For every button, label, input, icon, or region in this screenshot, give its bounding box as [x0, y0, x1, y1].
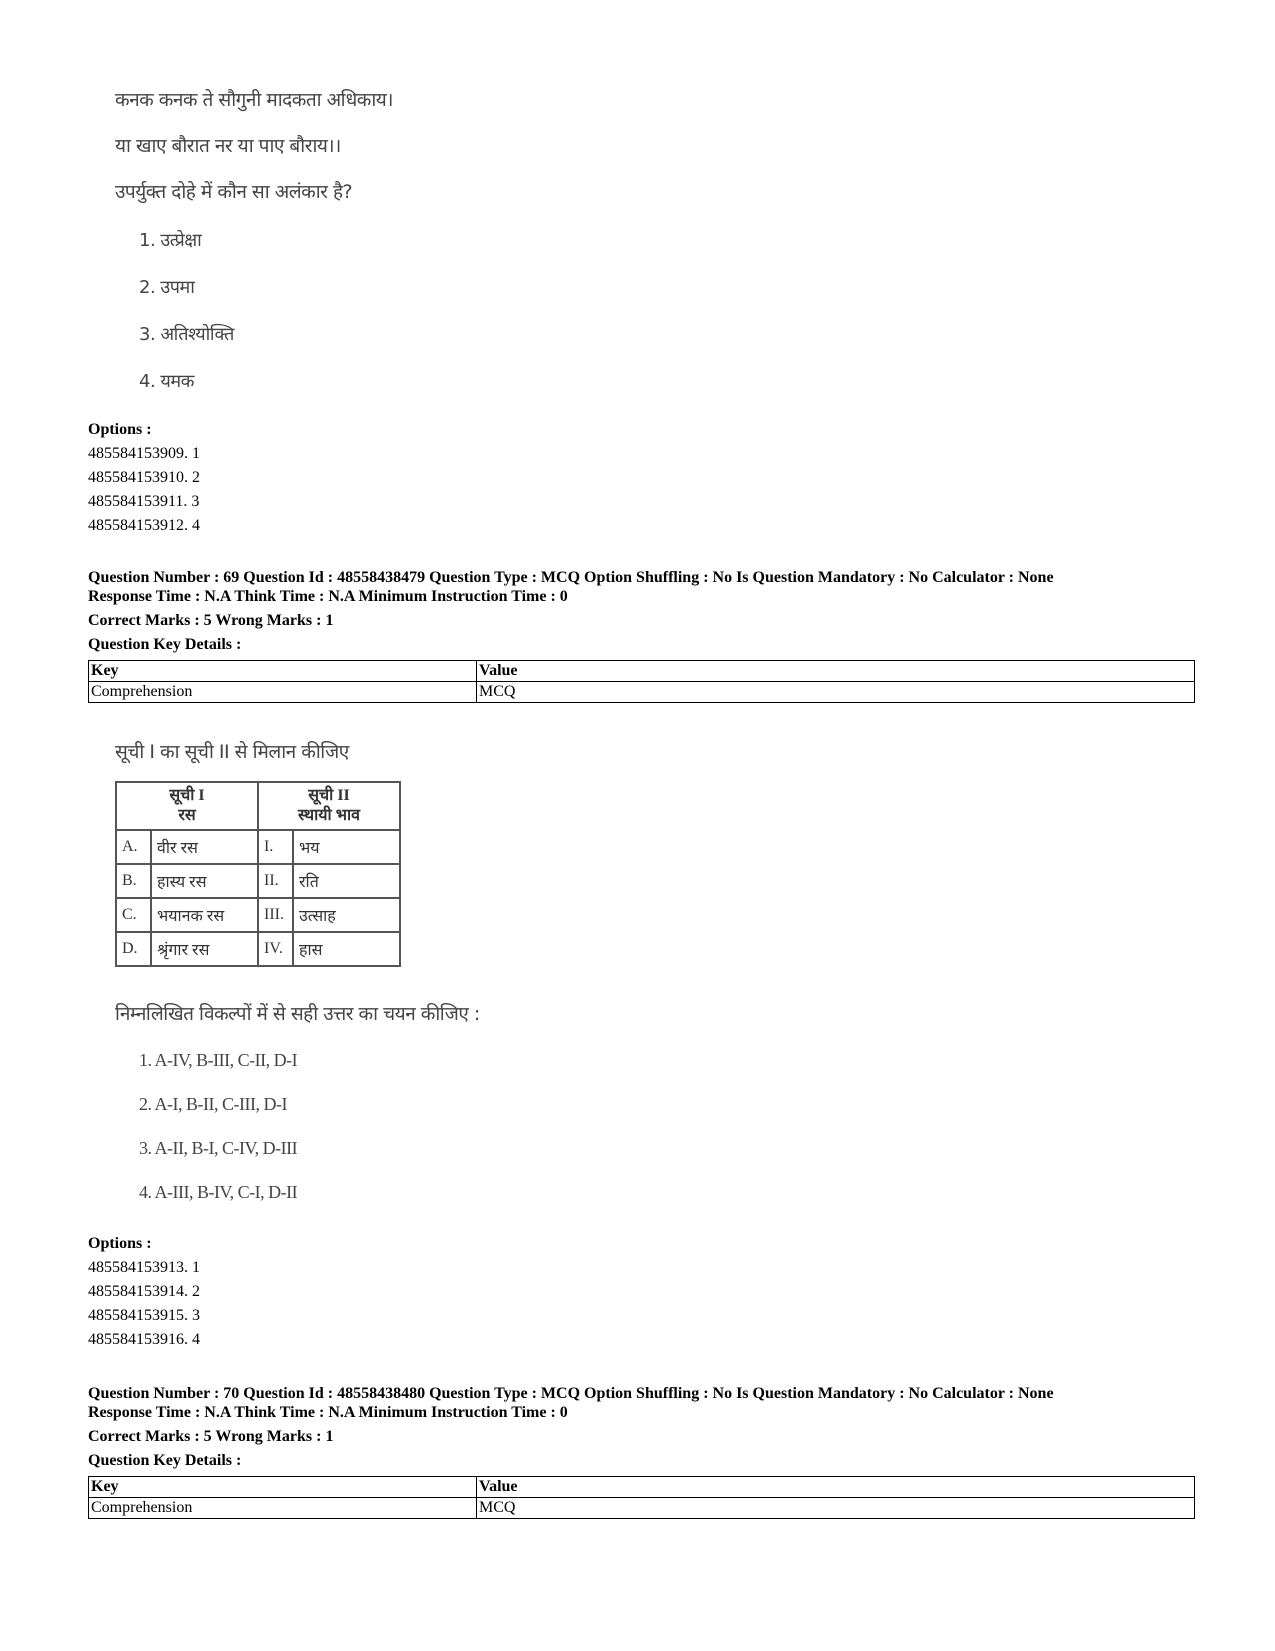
q69-choice-3: 3. A-II, B-I, C-IV, D-III	[139, 1138, 298, 1158]
list-1-title: सूची I	[169, 787, 205, 804]
table-row	[89, 661, 1195, 682]
q68-option-4: 485584153912. 4	[88, 517, 200, 534]
q69-instruction: सूची I का सूची II से मिलान कीजिए	[115, 741, 349, 763]
row-letter: D.	[116, 932, 151, 966]
bhava-cell: रति	[293, 864, 400, 898]
rasa-cell: श्रृंगार रस	[151, 932, 258, 966]
q69-options-label: Options :	[88, 1235, 152, 1252]
rasa-cell: वीर रस	[151, 830, 258, 864]
q69-option-1: 485584153913. 1	[88, 1259, 200, 1276]
row-letter: A.	[116, 830, 151, 864]
row-numeral: I.	[258, 830, 293, 864]
key-cell: Comprehension	[89, 1498, 477, 1519]
key-cell: Comprehension	[89, 682, 477, 703]
q69-choice-2: 2. A-I, B-II, C-III, D-I	[139, 1094, 287, 1114]
list-2-subtitle: स्थायी भाव	[298, 807, 360, 824]
row-numeral: II.	[258, 864, 293, 898]
row-letter: B.	[116, 864, 151, 898]
q69-match-table	[115, 781, 401, 967]
row-numeral: III.	[258, 898, 293, 932]
q69-key-details-label: Question Key Details :	[88, 636, 242, 653]
table-row	[89, 682, 1195, 703]
q68-choice-4: 4. यमक	[139, 371, 194, 392]
q70-header-line-2: Response Time : N.A Think Time : N.A Minimum Instruction Time : 0	[88, 1404, 568, 1421]
list-1-subtitle: रस	[178, 807, 196, 824]
q68-option-3: 485584153911. 3	[88, 493, 200, 510]
table-row	[89, 1498, 1195, 1519]
key-header: Key	[89, 1477, 477, 1498]
bhava-cell: उत्साह	[293, 898, 400, 932]
q68-line-1: कनक कनक ते सौगुनी मादकता अधिकाय।	[115, 89, 393, 111]
key-header: Key	[89, 661, 477, 682]
rasa-cell: हास्य रस	[151, 864, 258, 898]
value-header: Value	[477, 661, 1195, 682]
q70-key-details-label: Question Key Details :	[88, 1452, 242, 1469]
q69-option-2: 485584153914. 2	[88, 1283, 200, 1300]
bhava-cell: भय	[293, 830, 400, 864]
bhava-cell: हास	[293, 932, 400, 966]
q68-line-2: या खाए बौरात नर या पाए बौराय।।	[115, 135, 341, 157]
table-row	[116, 898, 400, 932]
q69-option-3: 485584153915. 3	[88, 1307, 200, 1324]
q69-header-line-2: Response Time : N.A Think Time : N.A Minimum Instruction Time : 0	[88, 588, 568, 605]
q68-options-label: Options :	[88, 421, 152, 438]
q69-select-instruction: निम्नलिखित विकल्पों में से सही उत्तर का चयन कीजिए :	[115, 1003, 480, 1025]
q69-option-4: 485584153916. 4	[88, 1331, 200, 1348]
q69-key-table	[88, 660, 1195, 703]
value-cell: MCQ	[477, 682, 1195, 703]
row-letter: C.	[116, 898, 151, 932]
q70-key-table	[88, 1476, 1195, 1519]
q70-header-line-1: Question Number : 70 Question Id : 48558438480 Question Type : MCQ Option Shuffling : No Is Question Mandatory : No Calculator : None	[88, 1385, 1054, 1402]
table-row	[89, 1477, 1195, 1498]
row-numeral: IV.	[258, 932, 293, 966]
q69-header-line-1: Question Number : 69 Question Id : 48558438479 Question Type : MCQ Option Shuffling : No Is Question Mandatory : No Calculator : None	[88, 569, 1054, 586]
q68-option-1: 485584153909. 1	[88, 445, 200, 462]
table-row	[116, 932, 400, 966]
q70-marks: Correct Marks : 5 Wrong Marks : 1	[88, 1428, 334, 1445]
q68-choice-2: 2. उपमा	[139, 277, 195, 298]
q68-choice-3: 3. अतिश्योक्ति	[139, 324, 234, 345]
list-2-header	[258, 782, 400, 830]
rasa-cell: भयानक रस	[151, 898, 258, 932]
q69-choice-4: 4. A-III, B-IV, C-I, D-II	[139, 1182, 298, 1202]
q68-choice-1: 1. उत्प्रेक्षा	[139, 230, 202, 251]
list-2-title: सूची II	[308, 787, 350, 804]
q68-option-2: 485584153910. 2	[88, 469, 200, 486]
table-row	[116, 782, 400, 830]
value-header: Value	[477, 1477, 1195, 1498]
table-row	[116, 830, 400, 864]
q68-line-3: उपर्युक्त दोहे में कौन सा अलंकार है?	[115, 181, 353, 203]
q69-choice-1: 1. A-IV, B-III, C-II, D-I	[139, 1050, 298, 1070]
q69-marks: Correct Marks : 5 Wrong Marks : 1	[88, 612, 334, 629]
list-1-header	[116, 782, 258, 830]
table-row	[116, 864, 400, 898]
value-cell: MCQ	[477, 1498, 1195, 1519]
